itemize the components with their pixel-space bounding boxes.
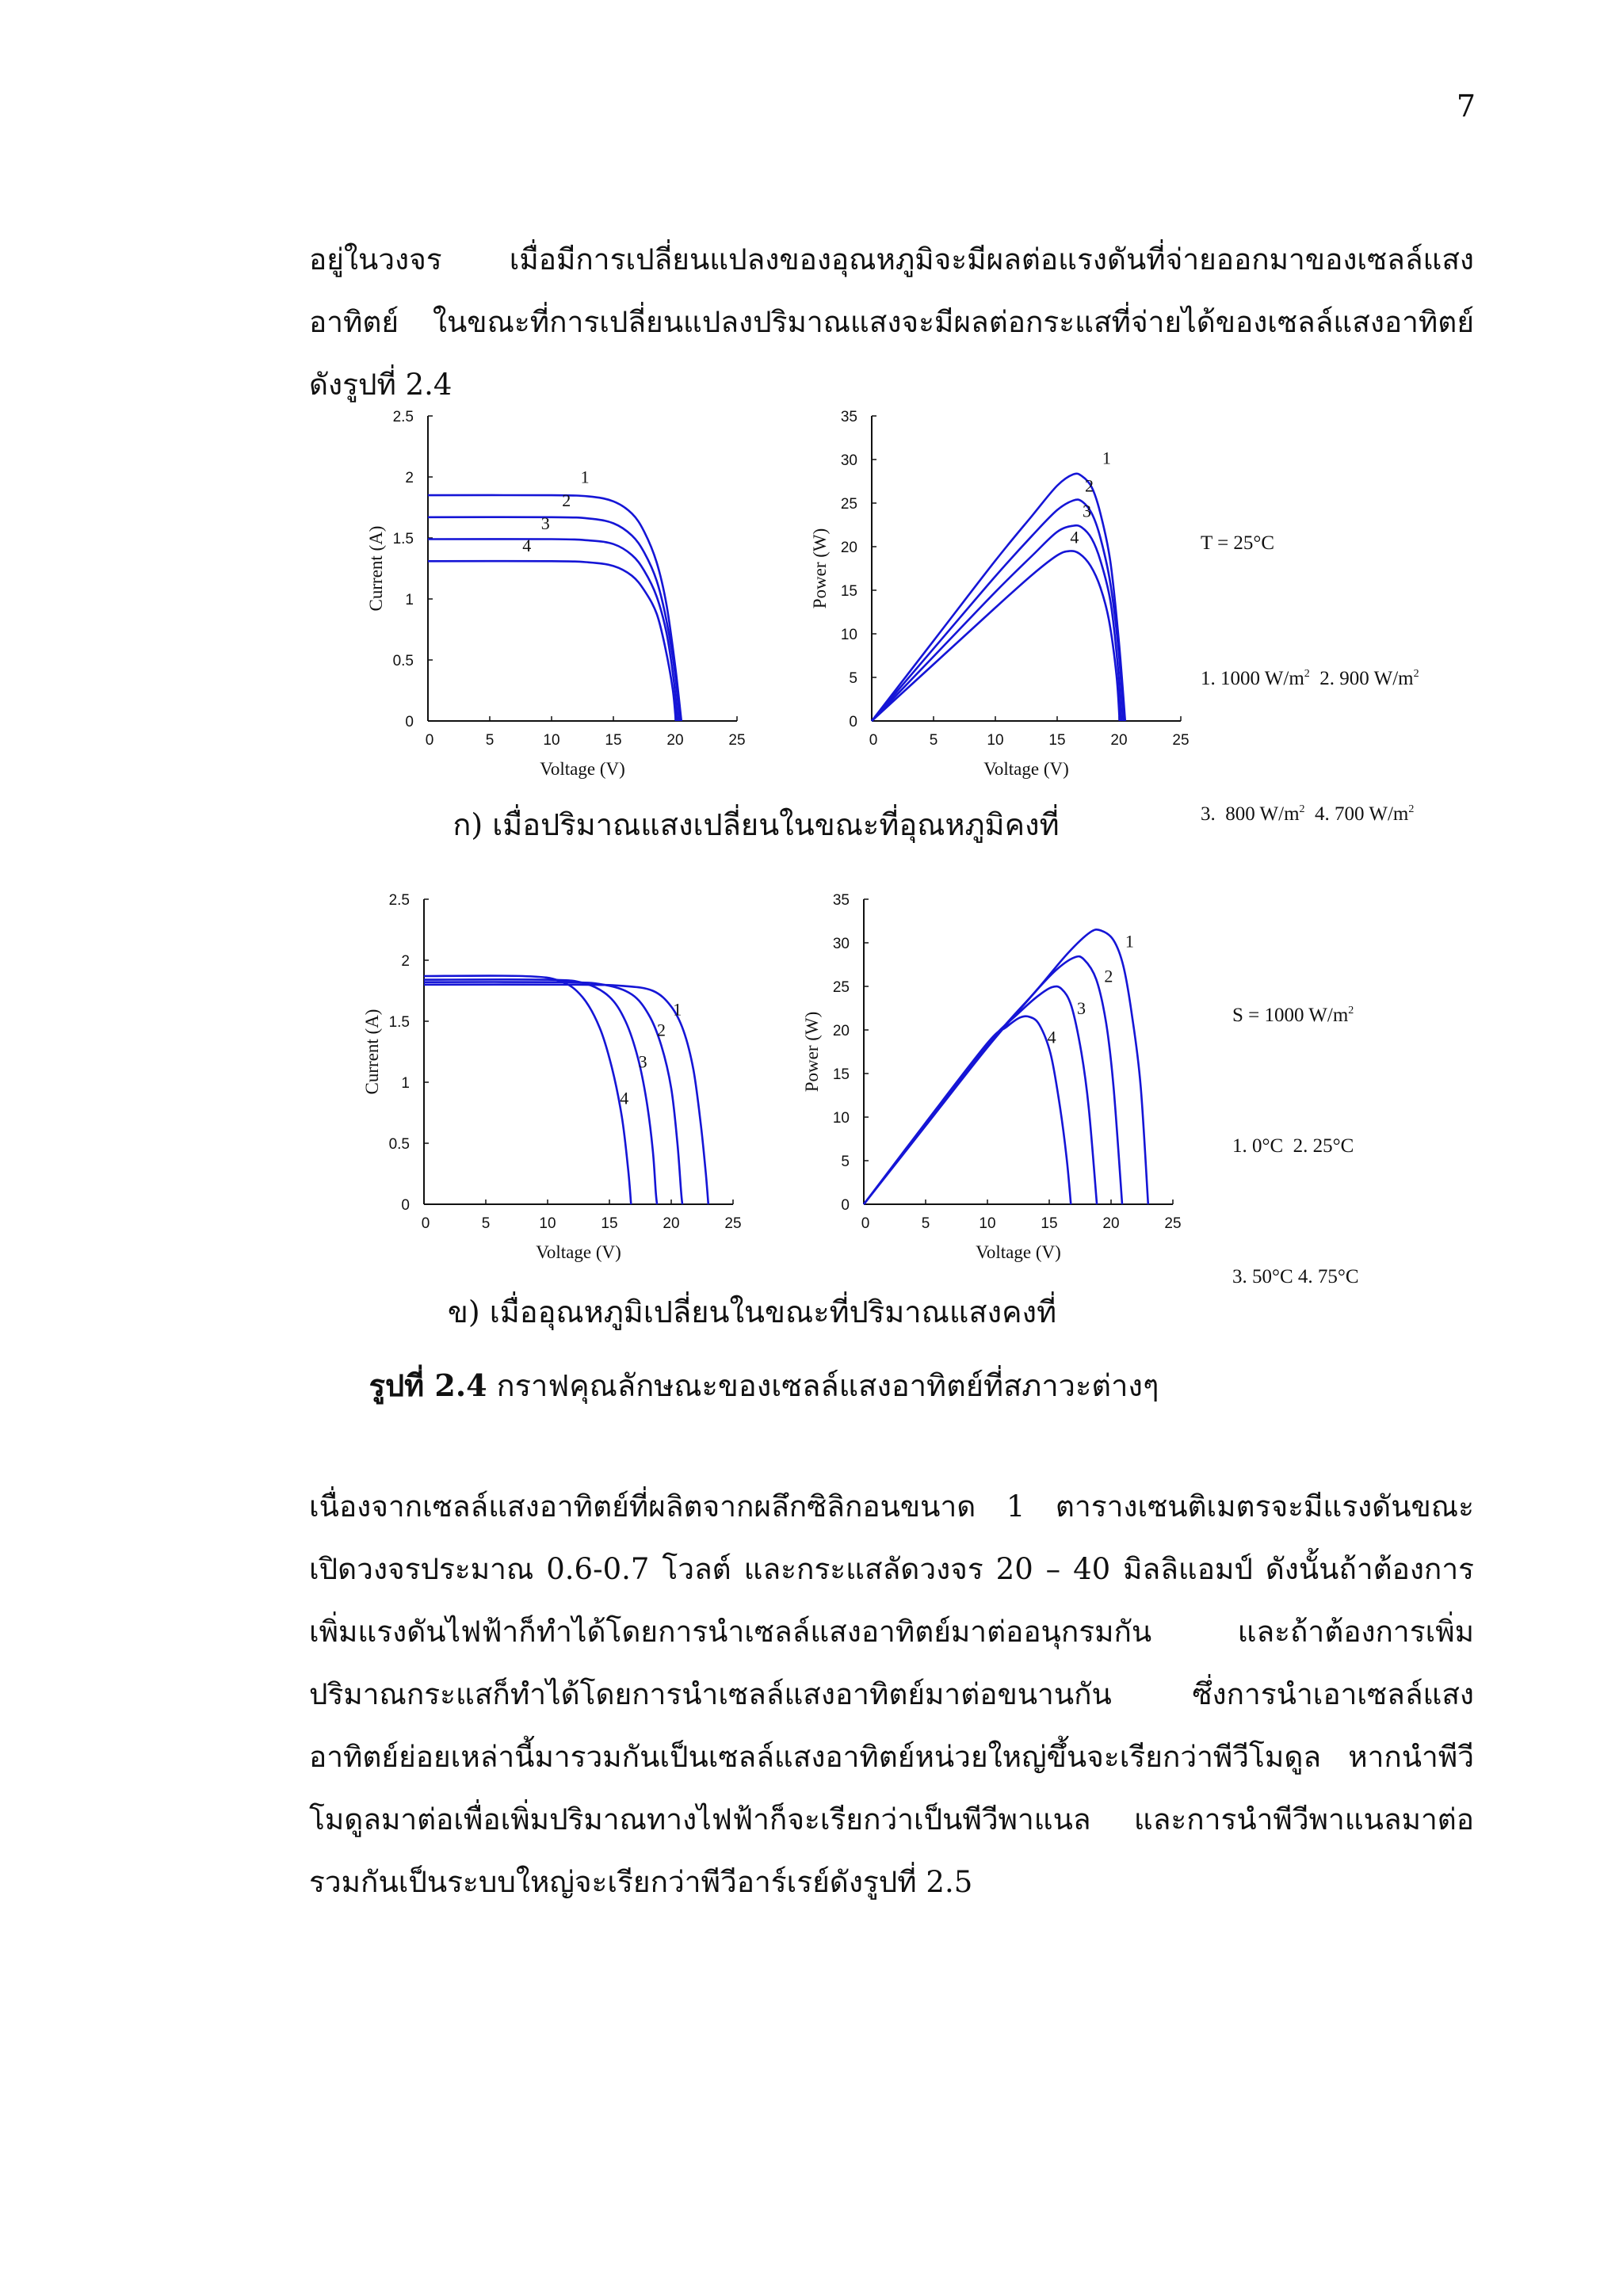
y-tick-label: 1.5	[388, 1014, 410, 1031]
y-tick-label: 30	[832, 936, 850, 952]
legend-irradiance-1-2: 1. 1000 $W/m^2$ 2. 900 $W/m^2$	[1201, 668, 1419, 689]
legend-temperature-1-2: 1. 0°C 2. 25°C	[1232, 1135, 1354, 1157]
y-tick-label: 20	[840, 540, 857, 556]
figure-caption-text: กราฟคุณลักษณะของเซลล์แสงอาทิตย์ที่สภาวะต่างๆ	[487, 1368, 1159, 1403]
y-axis-label: Current (A)	[366, 525, 386, 612]
y-tick-label: 10	[832, 1110, 850, 1127]
legend-irradiance-3-4: 3. 800 $W/m^2$ 4. 700 $W/m^2$	[1201, 803, 1415, 825]
legend-temperature-irr: S = 1000 $W/m^2$	[1232, 1005, 1354, 1026]
y-tick-label: 10	[840, 627, 857, 643]
x-tick-label: 0	[421, 1215, 430, 1232]
y-tick-label: 5	[849, 670, 857, 687]
curve-label-4: 4	[1047, 1027, 1056, 1047]
curve-3	[872, 525, 1121, 721]
curve-3	[428, 539, 678, 721]
x-axis-label: Voltage (V)	[536, 1242, 621, 1262]
x-tick-label: 20	[666, 732, 684, 749]
curve-label-2: 2	[1104, 966, 1113, 986]
chart-pv-temperature	[785, 879, 1260, 1268]
x-axis-label: Voltage (V)	[540, 759, 625, 779]
curve-1	[428, 495, 682, 721]
x-tick-label: 10	[543, 732, 560, 749]
y-tick-label: 5	[841, 1154, 850, 1170]
curve-label-1: 1	[1125, 931, 1134, 952]
chart-iv-temperature	[345, 879, 820, 1268]
x-tick-label: 15	[601, 1215, 618, 1232]
y-tick-label: 2	[401, 953, 410, 970]
curve-label-4: 4	[1070, 527, 1079, 547]
y-tick-label: 0	[405, 714, 414, 730]
y-tick-label: 15	[840, 583, 857, 600]
curve-label-3: 3	[1082, 501, 1091, 521]
curve-label-4: 4	[620, 1088, 629, 1108]
curve-label-2: 2	[657, 1020, 666, 1040]
figure-caption	[0, 1361, 1575, 1409]
y-tick-label: 25	[832, 979, 850, 996]
curve-4	[428, 561, 676, 721]
curve-label-1: 1	[580, 467, 590, 487]
y-tick-label: 0	[849, 714, 857, 730]
x-tick-label: 20	[1102, 1215, 1120, 1232]
y-tick-label: 2.5	[388, 892, 410, 909]
x-tick-label: 0	[425, 732, 434, 749]
y-tick-label: 20	[832, 1023, 850, 1039]
x-tick-label: 25	[724, 1215, 742, 1232]
curve-1	[424, 985, 708, 1204]
x-tick-label: 15	[1041, 1215, 1058, 1232]
curve-label-2: 2	[562, 490, 571, 510]
x-tick-label: 15	[605, 732, 622, 749]
y-tick-label: 0.5	[388, 1136, 410, 1153]
legend-irradiance-temp: T = 25°C	[1201, 532, 1275, 554]
curve-2	[428, 517, 680, 721]
y-axis-label: Power (W)	[802, 1011, 822, 1093]
curve-label-4: 4	[522, 535, 532, 555]
curve-4	[864, 1016, 1071, 1204]
y-tick-label: 35	[840, 409, 857, 425]
y-tick-label: 0	[841, 1197, 850, 1214]
curve-2	[864, 956, 1122, 1204]
y-tick-label: 1	[401, 1075, 410, 1092]
caption-b: ข) เมื่ออุณหภูมิเปลี่ยนในขณะที่ปริมาณแสงคงที่	[447, 1295, 1057, 1329]
y-tick-label: 2.5	[392, 409, 414, 425]
x-tick-label: 5	[921, 1215, 930, 1232]
x-tick-label: 20	[1110, 732, 1128, 749]
paragraph-intro: อยู่ในวงจร เมื่อมีการเปลี่ยนแปลงของอุณหภูมิจะมีผลต่อแรงดันที่จ่ายออกมาของเซลล์แสงอาทิตย์ ในขณะที่การเปลี่ยนแปลงปริมาณแสงจะมีผลต่อกระแสที่จ่ายได้ของเซลล์แสงอาทิตย์ดังรูปที่ 2.4	[309, 242, 1474, 402]
x-tick-label: 20	[663, 1215, 680, 1232]
curve-label-3: 3	[638, 1051, 647, 1072]
x-tick-label: 5	[485, 732, 495, 749]
paragraph-body: เนื่องจากเซลล์แสงอาทิตย์ที่ผลิตจากผลึกซิลิกอนขนาด 1 ตารางเซนติเมตรจะมีแรงดันขณะเปิดวงจรประมาณ 0.6-0.7 โวลต์ และกระแสลัดวงจร 20 – 40 มิลลิแอมป์ ดังนั้นถ้าต้องการเพิ่มแรงดันไฟฟ้าก็ทำได้โดยการนำเซลล์แสงอาทิตย์มาต่ออนุกรมกัน และถ้าต้องการเพิ่มปริมาณกระแสก็ทำได้โดยการนำเซลล์แสงอาทิตย์มาต่อขนานกัน ซึ่งการนำเอาเซลล์แสงอาทิตย์ย่อยเหล่านี้มารวมกันเป็นเซลล์แสงอาทิตย์หน่วยใหญ่ขึ้นจะเรียกว่าพีวีโมดูล หากนำพีวีโมดูลมาต่อเพื่อเพิ่มปริมาณทางไฟฟ้าก็จะเรียกว่าเป็นพีวีพาแนล และการนำพีวีพาแนลมาต่อรวมกันเป็นระบบใหญ่จะเรียกว่าพีวีอาร์เรย์ดังรูปที่ 2.5	[309, 1489, 1474, 1899]
y-tick-label: 35	[832, 892, 850, 909]
curve-label-3: 3	[540, 513, 550, 534]
chart-pv-irradiance	[792, 396, 1268, 784]
x-axis-label: Voltage (V)	[983, 759, 1069, 779]
curve-label-1: 1	[673, 999, 682, 1020]
y-tick-label: 2	[405, 470, 414, 486]
legend-temperature	[1232, 902, 1359, 1342]
curve-2	[424, 982, 682, 1204]
curve-label-3: 3	[1077, 998, 1086, 1019]
y-axis-label: Current (A)	[362, 1009, 382, 1095]
x-tick-label: 5	[929, 732, 938, 749]
x-tick-label: 10	[979, 1215, 996, 1232]
x-axis-label: Voltage (V)	[976, 1242, 1061, 1262]
y-tick-label: 0	[401, 1197, 410, 1214]
y-tick-label: 0.5	[392, 653, 414, 669]
x-tick-label: 10	[987, 732, 1004, 749]
y-tick-label: 25	[840, 496, 857, 513]
x-tick-label: 5	[481, 1215, 491, 1232]
page-number: 7	[1456, 89, 1476, 124]
curve-4	[424, 976, 631, 1204]
y-axis-label: Power (W)	[810, 528, 830, 609]
degree-symbol: °	[1253, 532, 1262, 554]
x-tick-label: 0	[861, 1215, 870, 1232]
caption-a: ก) เมื่อปริมาณแสงเปลี่ยนในขณะที่อุณหภูมิคงที่	[453, 807, 1060, 842]
x-tick-label: 25	[728, 732, 746, 749]
curve-3	[864, 986, 1097, 1204]
legend-temperature-3-4: 3. 50°C 4. 75°C	[1232, 1266, 1359, 1287]
y-tick-label: 30	[840, 452, 857, 469]
y-tick-label: 1	[405, 592, 414, 608]
y-tick-label: 15	[832, 1066, 850, 1083]
x-tick-label: 10	[539, 1215, 556, 1232]
x-tick-label: 25	[1172, 732, 1190, 749]
chart-iv-irradiance	[349, 396, 824, 784]
y-tick-label: 1.5	[392, 531, 414, 547]
curve-label-1: 1	[1102, 448, 1111, 468]
x-tick-label: 0	[869, 732, 878, 749]
x-tick-label: 15	[1048, 732, 1066, 749]
x-tick-label: 25	[1164, 1215, 1182, 1232]
figure-caption-label: รูปที่ 2.4	[369, 1367, 487, 1403]
curve-label-2: 2	[1085, 475, 1094, 496]
